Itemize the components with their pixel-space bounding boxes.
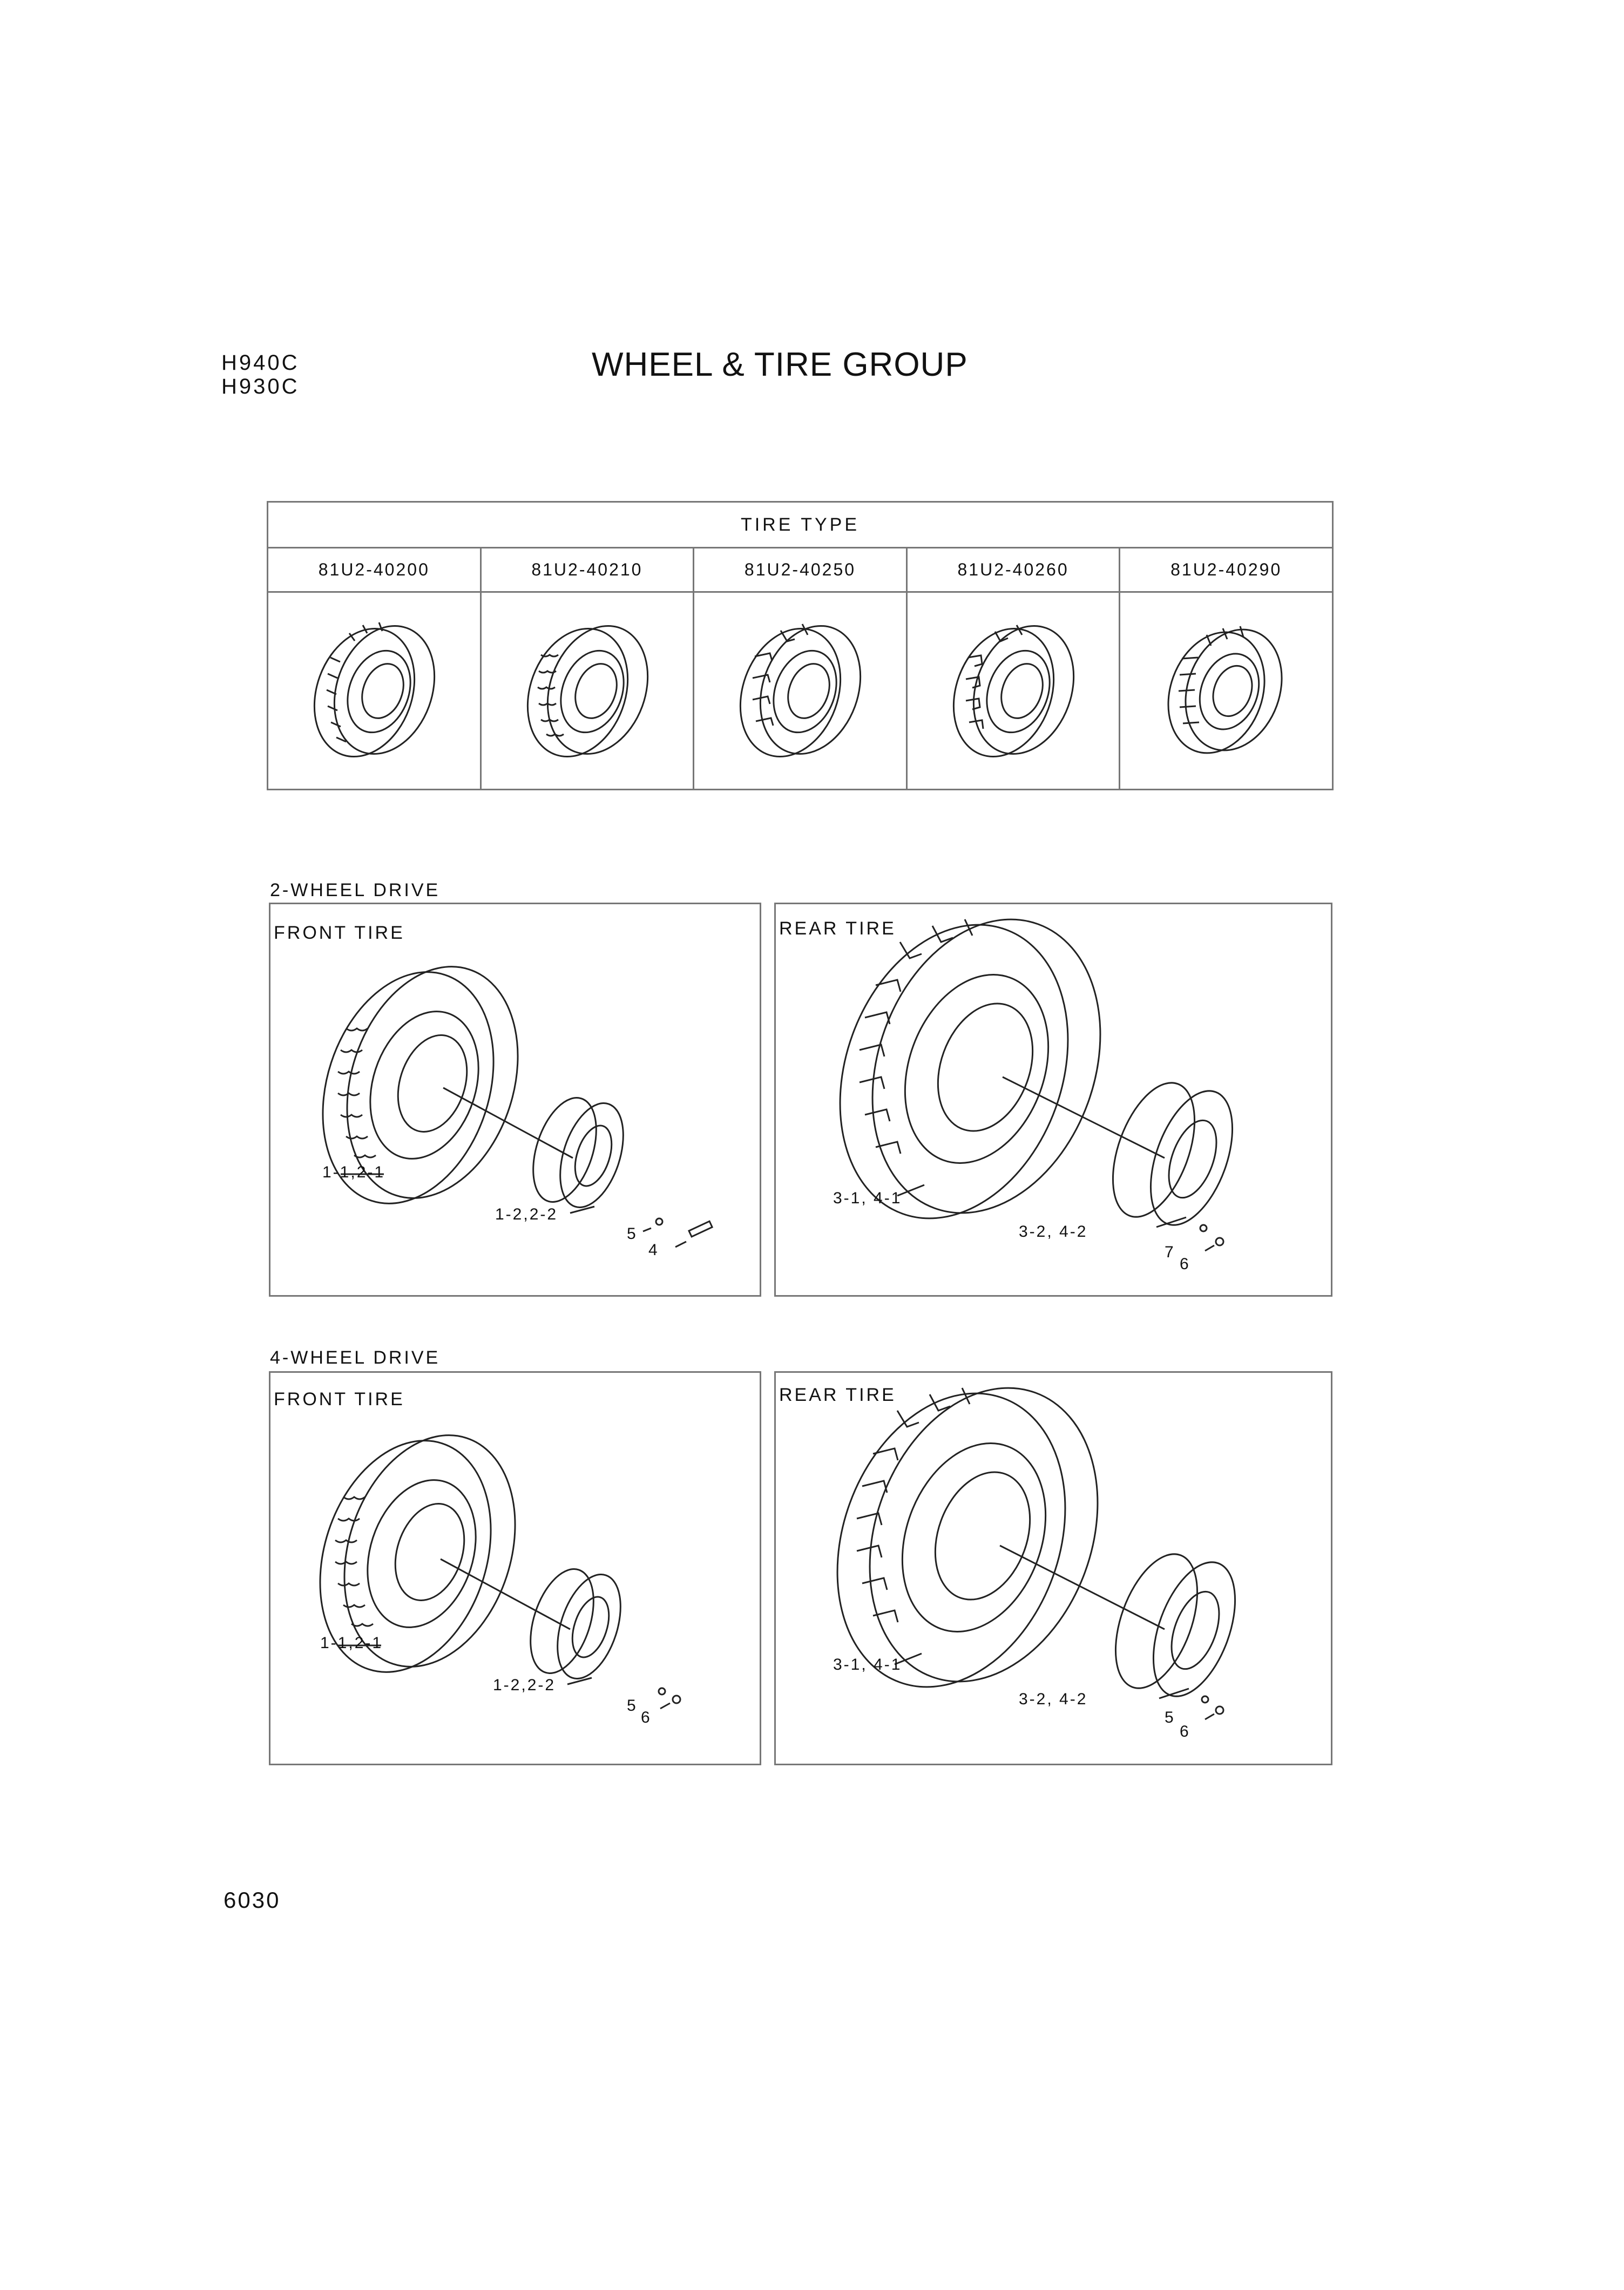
- callout-part: 6: [641, 1709, 652, 1726]
- tire-drawing-icon: [268, 593, 479, 790]
- tire-illustration: [908, 593, 1119, 790]
- tire-type-column: [268, 548, 482, 790]
- callout-rim: 1-2,2-2: [495, 1205, 558, 1223]
- callout-rim: 1-2,2-2: [493, 1676, 556, 1694]
- callout-tire: 1-1,2-1: [320, 1634, 383, 1652]
- tire-type-column: [1120, 548, 1332, 790]
- tire-drawing-icon: [694, 593, 905, 790]
- callout-tire: 3-1, 4-1: [833, 1656, 902, 1674]
- callout-part: 5: [1165, 1709, 1175, 1726]
- page-title: WHEEL & TIRE GROUP: [592, 346, 968, 383]
- tire-part-number: 81U2-40290: [1120, 548, 1332, 593]
- panel-label: REAR TIRE: [779, 1385, 896, 1405]
- callout-tire: 1-1,2-1: [322, 1163, 385, 1181]
- tire-type-column: [908, 548, 1121, 790]
- panel-label: REAR TIRE: [779, 918, 896, 939]
- tire-illustration: [694, 593, 906, 790]
- panel-4wd-front: [269, 1371, 761, 1765]
- tire-type-column: [482, 548, 695, 790]
- panel-2wd-front: [269, 903, 761, 1297]
- callout-part: 5: [627, 1697, 638, 1715]
- tire-type-table: [267, 501, 1334, 790]
- model-label-2: H930C: [221, 375, 300, 398]
- front-tire-exploded-icon: [270, 904, 763, 1298]
- page-number: 6030: [224, 1887, 281, 1913]
- tire-part-number: 81U2-40260: [908, 548, 1119, 593]
- tire-part-number: 81U2-40200: [268, 548, 480, 593]
- model-label-1: H940C: [221, 351, 300, 375]
- callout-tire: 3-1, 4-1: [833, 1189, 902, 1207]
- panel-label: FRONT TIRE: [274, 1389, 405, 1410]
- section-label-4wd: 4-WHEEL DRIVE: [270, 1347, 441, 1368]
- callout-rim: 3-2, 4-2: [1019, 1223, 1088, 1241]
- callout-part: 4: [648, 1241, 659, 1259]
- callout-part: 6: [1180, 1255, 1190, 1273]
- panel-4wd-rear: [774, 1371, 1332, 1765]
- tire-illustration: [482, 593, 693, 790]
- front-tire-exploded-icon: [270, 1373, 763, 1767]
- callout-rim: 3-2, 4-2: [1019, 1690, 1088, 1708]
- panel-2wd-rear: [774, 903, 1332, 1297]
- tire-drawing-icon: [482, 593, 692, 790]
- callout-part: 5: [627, 1225, 638, 1243]
- callout-part: 7: [1165, 1243, 1175, 1261]
- callout-part: 6: [1180, 1723, 1190, 1740]
- tire-type-column: [694, 548, 908, 790]
- tire-part-number: 81U2-40250: [694, 548, 906, 593]
- tire-illustration: [268, 593, 480, 790]
- panel-label: FRONT TIRE: [274, 923, 405, 943]
- tire-drawing-icon: [1120, 593, 1331, 790]
- tire-drawing-icon: [908, 593, 1118, 790]
- tire-type-heading: TIRE TYPE: [268, 503, 1332, 548]
- tire-illustration: [1120, 593, 1332, 790]
- section-label-2wd: 2-WHEEL DRIVE: [270, 880, 441, 900]
- tire-part-number: 81U2-40210: [482, 548, 693, 593]
